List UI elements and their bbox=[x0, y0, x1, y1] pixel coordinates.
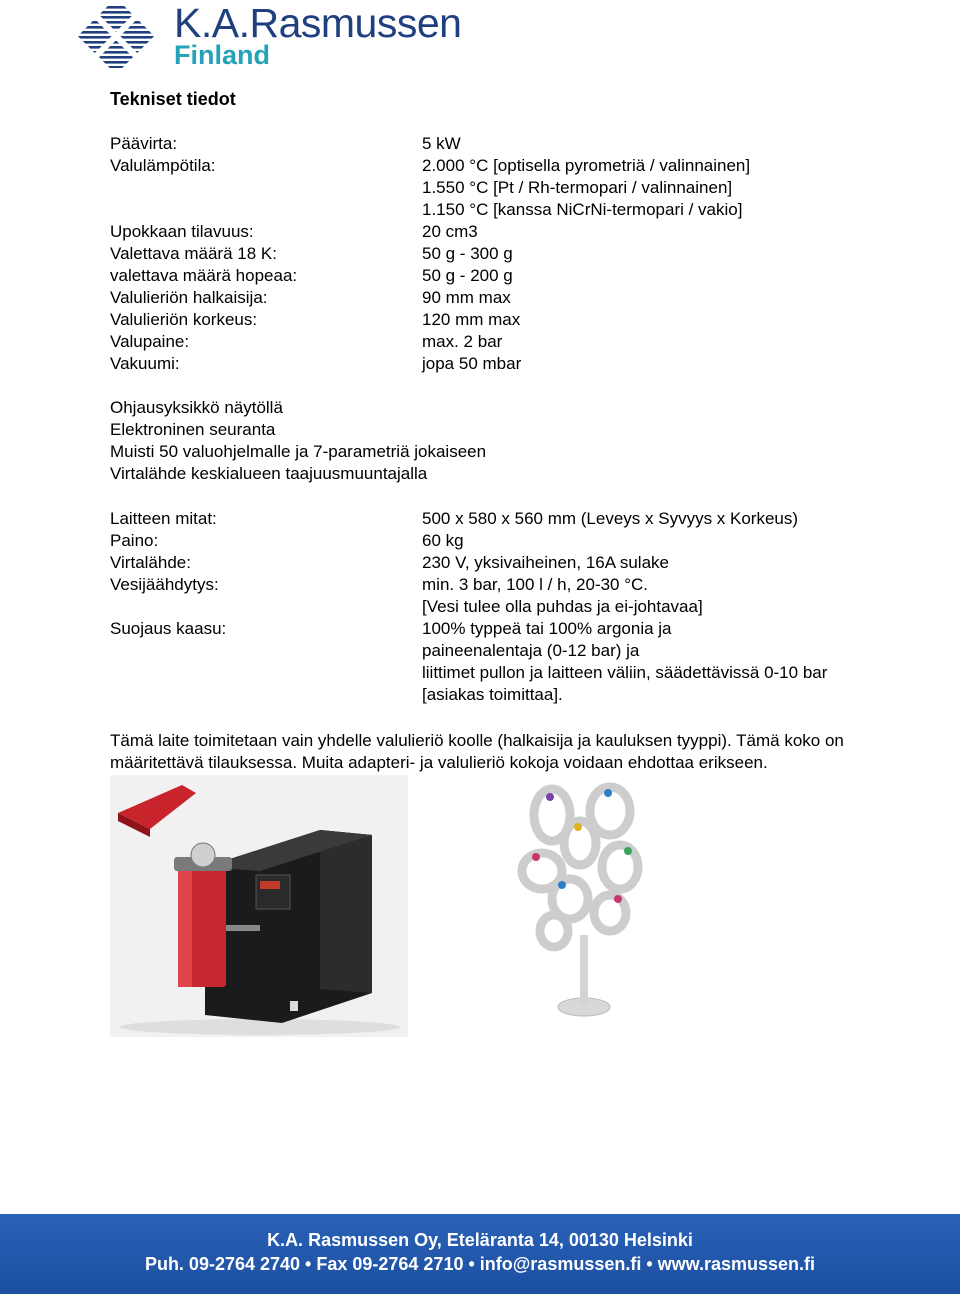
feature-item: Virtalähde keskialueen taajuusmuuntajalla bbox=[110, 464, 428, 483]
brand-country: Finland bbox=[174, 40, 270, 70]
casting-machine-photo bbox=[110, 775, 408, 1037]
spec-value: 120 mm max bbox=[422, 310, 521, 329]
spec-value: min. 3 bar, 100 l / h, 20-30 °C. bbox=[422, 575, 649, 594]
spec-label: Valupaine: bbox=[110, 332, 190, 351]
brand-name: K.A.Rasmussen bbox=[174, 0, 462, 46]
spec-value: [asiakas toimittaa]. bbox=[422, 685, 563, 704]
spec-label: Suojaus kaasu: bbox=[110, 619, 227, 638]
order-note: Tämä laite toimitetaan vain yhdelle valulieriö koolle (halkaisija ja kauluksen tyyppi). Tämä koko on määritettävä tilauksessa. Muita adapteri- ja valulieriö kokoja voidaan ehdottaa erikseen. bbox=[110, 731, 844, 772]
feature-item: Elektroninen seuranta bbox=[110, 420, 276, 439]
footer-contact: Puh. 09-2764 2740 • Fax 09-2764 2710 • info@rasmussen.fi • www.rasmussen.fi bbox=[144, 1254, 816, 1274]
spec-label: Päävirta: bbox=[110, 134, 178, 153]
feature-item: Muisti 50 valuohjelmalle ja 7-parametriä jokaiseen bbox=[110, 442, 487, 461]
spec-label: Upokkaan tilavuus: bbox=[110, 222, 254, 241]
spec-label: Vakuumi: bbox=[110, 354, 180, 373]
spec-value: 90 mm max bbox=[422, 288, 511, 307]
rasmussen-x-logo-icon bbox=[70, 4, 162, 68]
spec-label: Valulämpötila: bbox=[110, 156, 216, 175]
spec-label: Vesijäähdytys: bbox=[110, 575, 219, 594]
spec-value: 20 cm3 bbox=[422, 222, 478, 241]
spec-value: 50 g - 200 g bbox=[422, 266, 513, 285]
spec-label: Valettava määrä 18 K: bbox=[110, 244, 277, 263]
spec-value: 1.550 °C [Pt / Rh-termopari / valinnainen] bbox=[422, 178, 733, 197]
spec-label: Virtalähde: bbox=[110, 553, 191, 572]
spec-value: jopa 50 mbar bbox=[422, 354, 522, 373]
spec-value: 2.000 °C [optisella pyrometriä / valinnainen] bbox=[422, 156, 751, 175]
spec-value: 100% typpeä tai 100% argonia ja bbox=[422, 619, 672, 638]
spec-value: paineenalentaja (0-12 bar) ja bbox=[422, 641, 640, 660]
spec-value: 50 g - 300 g bbox=[422, 244, 513, 263]
footer-banner bbox=[0, 1214, 960, 1294]
spec-value: 60 kg bbox=[422, 531, 464, 550]
spec-label: Paino: bbox=[110, 531, 159, 550]
spec-value: 5 kW bbox=[422, 134, 461, 153]
footer-address: K.A. Rasmussen Oy, Eteläranta 14, 00130 Helsinki bbox=[267, 1230, 693, 1250]
page-title: Tekniset tiedot bbox=[110, 89, 236, 109]
spec-value: max. 2 bar bbox=[422, 332, 503, 351]
spec-label: valettava määrä hopeaa: bbox=[110, 266, 298, 285]
company-logo bbox=[70, 0, 490, 70]
spec-value: liittimet pullon ja laitteen väliin, säädettävissä 0-10 bar bbox=[422, 663, 828, 682]
spec-value: [Vesi tulee olla puhdas ja ei-johtavaa] bbox=[422, 597, 703, 616]
spec-label: Laitteen mitat: bbox=[110, 509, 217, 528]
spec-value: 230 V, yksivaiheinen, 16A sulake bbox=[422, 553, 669, 572]
feature-item: Ohjausyksikkö näytöllä bbox=[110, 398, 283, 417]
spec-value: 500 x 580 x 560 mm (Leveys x Syvyys x Korkeus) bbox=[422, 509, 799, 528]
flask-tree-photo bbox=[492, 775, 682, 1037]
spec-label: Valulieriön halkaisija: bbox=[110, 288, 268, 307]
spec-label: Valulieriön korkeus: bbox=[110, 310, 258, 329]
spec-value: 1.150 °C [kanssa NiCrNi-termopari / vakio] bbox=[422, 200, 743, 219]
